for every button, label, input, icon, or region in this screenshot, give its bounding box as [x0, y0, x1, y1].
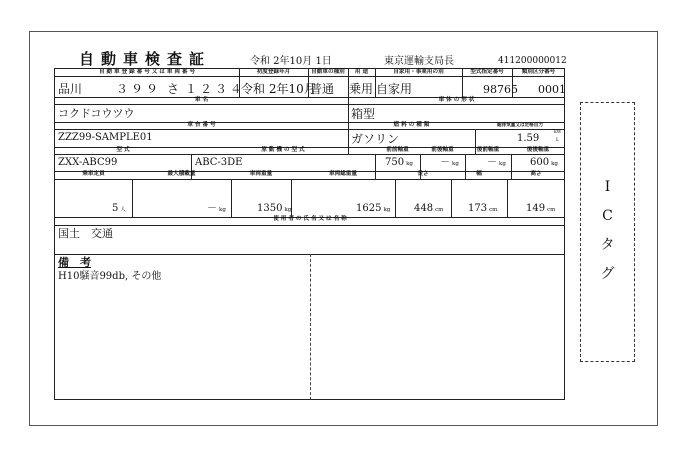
fuel-value: ガソリン [351, 132, 400, 146]
displacement-value: 1.59 [517, 133, 540, 144]
category-number-label: 類別区分番号 [521, 69, 556, 75]
front-rear-axle-label: 前後軸重 [431, 147, 454, 153]
category-number-value: 0001 [538, 83, 566, 96]
car-name-value: コクドコウツウ [58, 107, 135, 120]
capacity-value: 5 人 [112, 203, 126, 214]
model-designation-label: 型式指定番号 [470, 69, 504, 75]
model-value: ZXX-ABC99 [58, 157, 118, 168]
displacement-unit-kw: kW [554, 130, 562, 135]
max-load-label: 最大積載量 [167, 171, 196, 177]
use-value: 乗用 [349, 82, 374, 96]
front-front-axle-value: 750 kg [385, 157, 413, 168]
body-shape-value: 箱型 [351, 107, 376, 121]
reg-area: 品川 [58, 82, 83, 96]
use-label: 用 途 [354, 69, 369, 75]
rear-rear-axle-label: 後後軸重 [526, 147, 550, 153]
reg-number-label: 自 動 車 登 録 番 号 又 は 車 両 番 号 [98, 69, 196, 75]
rear-front-axle-label: 後前軸重 [476, 147, 500, 153]
gross-weight-label: 車両総重量 [329, 171, 357, 177]
displacement-label: 総排気量又は定格出力 [497, 123, 543, 128]
owner-value: 国土 交通 [58, 227, 113, 240]
model-designation-value: 98765 [483, 83, 518, 96]
capacity-label: 乗車定員 [82, 171, 105, 177]
owner-label: 使 用 者 の 氏 名 又 は 名 称 [273, 216, 347, 222]
remarks-text: H10騒音99db, その他 [58, 271, 162, 282]
certificate-number: 411200000012 [498, 56, 567, 66]
body-shape-label: 車 体 の 形 状 [438, 97, 475, 103]
rear-rear-axle-value: 600 kg [530, 157, 558, 168]
length-value: 448 cm [414, 203, 444, 214]
kind-value: 普通 [310, 82, 335, 96]
rear-front-axle-value: － kg [487, 157, 506, 168]
engine-model-label: 原 動 機 の 型 式 [261, 147, 305, 153]
document-title: 自動車検査証 [79, 50, 212, 68]
issue-date: 令和 2年10月 1日 [250, 56, 332, 67]
reg-class: ３９９ [116, 82, 162, 96]
purpose-value: 自家用 [376, 82, 413, 96]
front-rear-axle-value: － kg [440, 157, 459, 168]
ic-tag-char: グ [600, 266, 615, 282]
vehicle-weight-label: 車両重量 [249, 171, 273, 177]
reg-num: １２３４ [185, 82, 246, 96]
ic-tag-char: タ [600, 237, 615, 253]
max-load-value: － kg [207, 203, 226, 214]
height-value: 149 cm [526, 203, 556, 214]
front-front-axle-label: 前前軸重 [386, 147, 409, 153]
width-value: 173 cm [468, 203, 498, 214]
height-label: 高さ [530, 171, 542, 177]
purpose-label: 自家用・事業用の別 [393, 69, 444, 75]
ic-tag-char: C [602, 208, 613, 224]
car-name-label: 車 名 [194, 97, 209, 103]
remarks-label: 備 考 [58, 256, 91, 269]
gross-weight-value: 1625 kg [356, 203, 391, 214]
vin-value: ZZZ99-SAMPLE01 [58, 132, 153, 143]
issuing-office: 東京運輸支局長 [384, 56, 454, 67]
vin-label: 車 台 番 号 [187, 122, 216, 128]
engine-model-value: ABC-3DE [195, 157, 243, 168]
fuel-label: 燃 料 の 種 類 [393, 122, 430, 128]
length-label: 長さ [417, 171, 429, 177]
kind-label: 自動車の種別 [311, 69, 345, 75]
vehicle-weight-value: 1350 kg [257, 203, 292, 214]
displacement-unit-l: L [556, 138, 559, 143]
ic-tag-char: I [604, 179, 611, 195]
ic-tag-area [580, 102, 635, 362]
first-reg-value: 令和 2年10月 [241, 82, 316, 96]
model-label: 型 式 [116, 147, 130, 153]
width-label: 幅 [476, 171, 482, 177]
first-reg-label: 初度登録年月 [256, 69, 291, 75]
reg-kana: さ [167, 82, 180, 96]
